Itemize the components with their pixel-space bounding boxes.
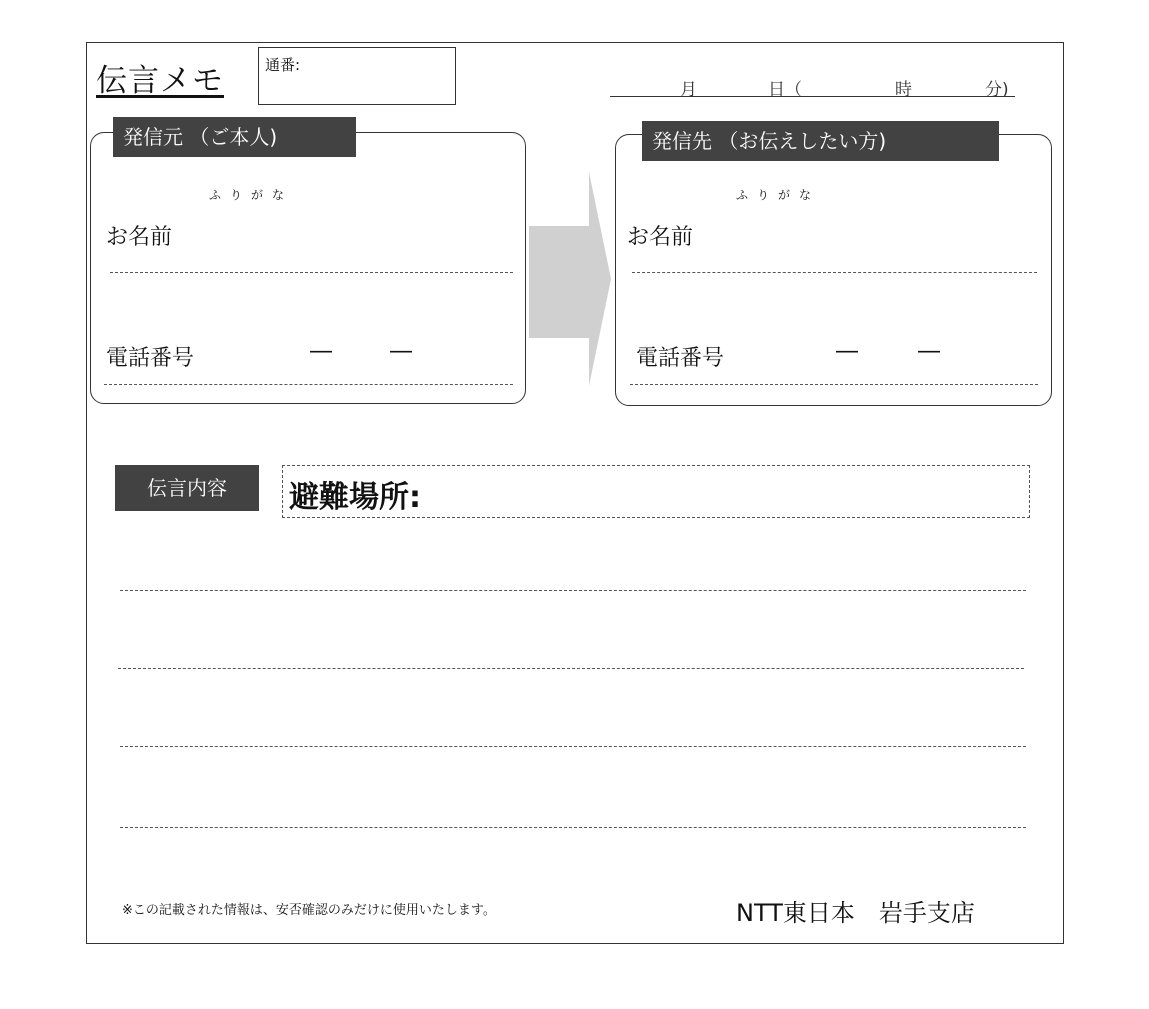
message-line[interactable] [118,668,1024,669]
sender-phone-sep-2: ― [390,339,412,364]
message-line[interactable] [120,590,1026,591]
sender-phone-line[interactable] [104,384,513,385]
sender-furigana: ふりがな [209,188,294,202]
recipient-phone-line[interactable] [630,384,1038,385]
shelter-label: 避難場所: [289,480,421,515]
message-line[interactable] [120,827,1026,828]
privacy-note: ※この記載された情報は、安否確認のみだけに使用いたします。 [122,903,496,918]
sender-header: 発信元 （ご本人) [113,117,356,157]
recipient-header: 発信先 （お伝えしたい方) [642,121,999,161]
recipient-phone-label: 電話番号 [636,346,725,371]
serial-number-box[interactable] [258,47,456,105]
organization-name: NTT東日本 岩手支店 [736,899,975,927]
sender-name-label: お名前 [106,225,173,250]
recipient-phone-sep-2: ― [918,339,940,364]
arrow-right-icon [529,172,613,386]
recipient-name-label: お名前 [627,225,694,250]
message-line[interactable] [120,746,1026,747]
date-hour: 時 [895,80,912,100]
sender-name-line[interactable] [110,272,513,273]
date-day: 日（ [768,80,802,100]
date-month: 月 [680,80,697,100]
memo-title: 伝言メモ [96,63,224,99]
shelter-field[interactable] [282,465,1030,518]
date-underline [610,96,1015,97]
sender-phone-label: 電話番号 [106,346,195,371]
recipient-phone-sep-1: ― [836,339,858,364]
recipient-name-line[interactable] [632,272,1037,273]
sender-phone-sep-1: ― [310,339,332,364]
recipient-furigana: ふりがな [736,188,821,202]
date-minute: 分) [985,80,1009,100]
serial-number-label: 通番: [265,56,301,74]
message-label: 伝言内容 [115,465,259,511]
